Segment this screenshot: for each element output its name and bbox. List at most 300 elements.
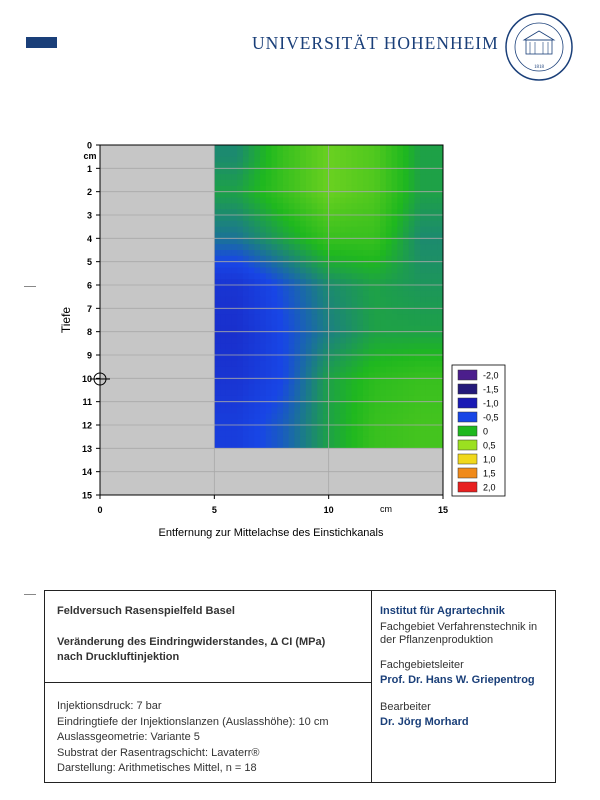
heatmap-cell: [237, 268, 243, 274]
heatmap-cell: [397, 425, 403, 431]
heatmap-cell: [432, 244, 438, 250]
heatmap-cell: [289, 192, 295, 198]
heatmap-cell: [363, 390, 369, 396]
heatmap-cell: [397, 198, 403, 204]
heatmap-cell: [397, 367, 403, 373]
heatmap-cell: [272, 320, 278, 326]
heatmap-cell: [380, 308, 386, 314]
heatmap-cell: [432, 174, 438, 180]
heatmap-cell: [254, 378, 260, 384]
heatmap-cell: [277, 262, 283, 268]
heatmap-cell: [329, 355, 335, 361]
heatmap-cell: [277, 151, 283, 157]
heatmap-cell: [414, 273, 420, 279]
heatmap-cell: [380, 408, 386, 414]
heatmap-cell: [260, 338, 266, 344]
heatmap-cell: [357, 361, 363, 367]
heatmap-cell: [226, 180, 232, 186]
heatmap-cell: [357, 174, 363, 180]
heatmap-cell: [369, 174, 375, 180]
heatmap-cell: [403, 297, 409, 303]
heatmap-cell: [386, 320, 392, 326]
heatmap-cell: [306, 408, 312, 414]
heatmap-cell: [220, 378, 226, 384]
heatmap-cell: [306, 227, 312, 233]
heatmap-cell: [272, 308, 278, 314]
heatmap-cell: [306, 291, 312, 297]
heatmap-cell: [334, 273, 340, 279]
heatmap-cell: [346, 355, 352, 361]
heatmap-cell: [363, 308, 369, 314]
heatmap-cell: [414, 425, 420, 431]
heatmap-cell: [409, 215, 415, 221]
heatmap-cell: [294, 291, 300, 297]
heatmap-cell: [432, 180, 438, 186]
heatmap-cell: [300, 338, 306, 344]
heatmap-cell: [312, 262, 318, 268]
heatmap-cell: [243, 157, 249, 163]
heatmap-cell: [329, 221, 335, 227]
heatmap-cell: [277, 285, 283, 291]
heatmap-cell: [306, 425, 312, 431]
heatmap-cell: [272, 285, 278, 291]
heatmap-cell: [414, 203, 420, 209]
heatmap-cell: [254, 268, 260, 274]
heatmap-cell: [226, 198, 232, 204]
heatmap-cell: [334, 437, 340, 443]
heatmap-cell: [380, 198, 386, 204]
heatmap-cell: [220, 390, 226, 396]
heatmap-cell: [243, 413, 249, 419]
heatmap-cell: [254, 291, 260, 297]
heatmap-cell: [220, 338, 226, 344]
heatmap-cell: [294, 250, 300, 256]
heatmap-cell: [226, 227, 232, 233]
heatmap-cell: [374, 268, 380, 274]
heatmap-cell: [317, 192, 323, 198]
heatmap-cell: [220, 203, 226, 209]
heatmap-cell: [243, 168, 249, 174]
heatmap-cell: [397, 174, 403, 180]
heatmap-cell: [380, 221, 386, 227]
heatmap-cell: [317, 221, 323, 227]
heatmap-cell: [312, 361, 318, 367]
svg-text:1818: 1818: [534, 65, 544, 70]
heatmap-cell: [237, 320, 243, 326]
heatmap-cell: [432, 192, 438, 198]
heatmap-cell: [306, 198, 312, 204]
heatmap-cell: [243, 180, 249, 186]
heatmap-cell: [357, 215, 363, 221]
heatmap-cell: [312, 215, 318, 221]
heatmap-cell: [420, 367, 426, 373]
heatmap-cell: [403, 174, 409, 180]
heatmap-cell: [420, 338, 426, 344]
heatmap-cell: [243, 268, 249, 274]
heatmap-cell: [334, 308, 340, 314]
heatmap-cell: [289, 221, 295, 227]
heatmap-cell: [426, 413, 432, 419]
heatmap-cell: [403, 238, 409, 244]
heatmap-cell: [432, 332, 438, 338]
heatmap-cell: [426, 361, 432, 367]
heatmap-cell: [369, 413, 375, 419]
heatmap-cell: [300, 151, 306, 157]
heatmap-cell: [243, 262, 249, 268]
heatmap-cell: [432, 268, 438, 274]
heatmap-cell: [369, 250, 375, 256]
heatmap-cell: [266, 338, 272, 344]
heatmap-cell: [289, 168, 295, 174]
heatmap-cell: [392, 168, 398, 174]
heatmap-cell: [249, 343, 255, 349]
heatmap-cell: [317, 338, 323, 344]
heatmap-cell: [420, 221, 426, 227]
legend-swatch: [458, 454, 477, 464]
heatmap-cell: [237, 437, 243, 443]
heatmap-cell: [226, 238, 232, 244]
heatmap-cell: [214, 437, 220, 443]
heatmap-cell: [272, 250, 278, 256]
heatmap-cell: [357, 408, 363, 414]
y-tick-label: 13: [81, 443, 92, 454]
heatmap-cell: [357, 180, 363, 186]
heatmap-cell: [426, 291, 432, 297]
heatmap-cell: [369, 180, 375, 186]
heatmap-cell: [300, 285, 306, 291]
heatmap-cell: [317, 151, 323, 157]
heatmap-cell: [226, 338, 232, 344]
heatmap-cell: [363, 425, 369, 431]
heatmap-cell: [249, 215, 255, 221]
heatmap-cell: [289, 384, 295, 390]
heatmap-cell: [237, 338, 243, 344]
heatmap-cell: [294, 390, 300, 396]
heatmap-cell: [352, 285, 358, 291]
heatmap-cell: [254, 332, 260, 338]
heatmap-cell: [334, 314, 340, 320]
heatmap-cell: [363, 157, 369, 163]
heatmap-cell: [294, 355, 300, 361]
heatmap-cell: [317, 378, 323, 384]
heatmap-cell: [426, 378, 432, 384]
heatmap-cell: [277, 180, 283, 186]
legend-swatch: [458, 412, 477, 422]
heatmap-cell: [312, 192, 318, 198]
heatmap-cell: [214, 367, 220, 373]
heatmap-cell: [294, 320, 300, 326]
heatmap-cell: [300, 174, 306, 180]
heatmap-cell: [300, 437, 306, 443]
heatmap-cell: [220, 250, 226, 256]
heatmap-cell: [357, 355, 363, 361]
heatmap-cell: [346, 431, 352, 437]
heatmap-cell: [243, 238, 249, 244]
heatmap-cell: [386, 174, 392, 180]
heatmap-cell: [243, 314, 249, 320]
heatmap-cell: [214, 343, 220, 349]
heatmap-cell: [340, 361, 346, 367]
heatmap-cell: [329, 227, 335, 233]
heatmap-cell: [352, 355, 358, 361]
heatmap-cell: [352, 203, 358, 209]
legend-swatch: [458, 440, 477, 450]
heatmap-cell: [231, 268, 237, 274]
heatmap-cell: [403, 431, 409, 437]
heatmap-cell: [420, 355, 426, 361]
heatmap-cell: [214, 308, 220, 314]
heatmap-cell: [312, 291, 318, 297]
heatmap-cell: [243, 250, 249, 256]
heatmap-cell: [352, 425, 358, 431]
heatmap-cell: [403, 332, 409, 338]
heatmap-cell: [220, 174, 226, 180]
heatmap-cell: [334, 215, 340, 221]
heatmap-cell: [374, 314, 380, 320]
heatmap-cell: [266, 390, 272, 396]
heatmap-cell: [312, 320, 318, 326]
y-tick-label: 11: [82, 397, 92, 408]
legend-label: -1,5: [483, 384, 499, 395]
heatmap-cell: [352, 145, 358, 151]
heatmap-cell: [231, 244, 237, 250]
heatmap-cell: [329, 268, 335, 274]
heatmap-cell: [403, 408, 409, 414]
heatmap-cell: [346, 291, 352, 297]
heatmap-cell: [283, 192, 289, 198]
heatmap-cell: [214, 390, 220, 396]
heatmap-cell: [432, 413, 438, 419]
heatmap-cell: [306, 262, 312, 268]
heatmap-cell: [283, 408, 289, 414]
heatmap-cell: [249, 262, 255, 268]
heatmap-cell: [306, 308, 312, 314]
heatmap-cell: [249, 238, 255, 244]
heatmap-cell: [214, 320, 220, 326]
heatmap-cell: [266, 244, 272, 250]
heatmap-cell: [289, 157, 295, 163]
heatmap-cell: [397, 238, 403, 244]
heatmap-cell: [272, 384, 278, 390]
heatmap-cell: [289, 244, 295, 250]
heatmap-cell: [226, 431, 232, 437]
heatmap-cell: [312, 390, 318, 396]
heatmap-cell: [243, 437, 249, 443]
heatmap-cell: [266, 215, 272, 221]
heatmap-cell: [369, 215, 375, 221]
heatmap-cell: [231, 145, 237, 151]
heatmap-cell: [226, 151, 232, 157]
y-tick-label: 12: [81, 420, 92, 431]
heatmap-cell: [254, 238, 260, 244]
heatmap-cell: [237, 180, 243, 186]
heatmap-cell: [346, 425, 352, 431]
heatmap-cell: [283, 227, 289, 233]
heatmap-cell: [226, 291, 232, 297]
heatmap-cell: [272, 174, 278, 180]
heatmap-cell: [231, 408, 237, 414]
heatmap-cell: [329, 238, 335, 244]
heatmap-cell: [380, 285, 386, 291]
heatmap-cell: [249, 437, 255, 443]
y-axis-ticks: [82, 141, 100, 501]
heatmap-cell: [374, 250, 380, 256]
heatmap-cell: [266, 168, 272, 174]
heatmap-cell: [363, 238, 369, 244]
heatmap-cell: [289, 180, 295, 186]
heatmap-cell: [357, 378, 363, 384]
heatmap-cell: [397, 402, 403, 408]
x-unit-label: cm: [380, 504, 392, 514]
heatmap-cell: [403, 227, 409, 233]
heatmap-cell: [386, 227, 392, 233]
heatmap-cell: [254, 314, 260, 320]
heatmap-cell: [214, 402, 220, 408]
heatmap-cell: [357, 367, 363, 373]
heatmap-cell: [380, 338, 386, 344]
heatmap-cell: [346, 238, 352, 244]
heatmap-cell: [363, 320, 369, 326]
heatmap-cell: [272, 437, 278, 443]
heatmap-cell: [432, 378, 438, 384]
parameter-list: [57, 699, 328, 777]
heatmap-cell: [289, 273, 295, 279]
margin-mark: [24, 594, 36, 595]
heatmap-cell: [432, 285, 438, 291]
heatmap-cell: [237, 367, 243, 373]
heatmap-cell: [397, 408, 403, 414]
heatmap-cell: [317, 168, 323, 174]
heatmap-cell: [392, 431, 398, 437]
heatmap-cell: [397, 378, 403, 384]
heatmap-cell: [254, 221, 260, 227]
heatmap-cell: [243, 227, 249, 233]
heatmap-cell: [260, 291, 266, 297]
heatmap-cell: [409, 437, 415, 443]
heatmap-cell: [237, 431, 243, 437]
heatmap-cell: [226, 361, 232, 367]
heatmap-cell: [283, 180, 289, 186]
heatmap-cell: [374, 285, 380, 291]
heatmap-cell: [409, 198, 415, 204]
heatmap-cell: [397, 268, 403, 274]
heatmap-cell: [380, 192, 386, 198]
heatmap-cell: [426, 308, 432, 314]
heatmap-cell: [380, 431, 386, 437]
head-label: Fachgebietsleiter: [380, 659, 464, 671]
heatmap-cell: [397, 151, 403, 157]
heatmap-cell: [249, 314, 255, 320]
heatmap-cell: [306, 355, 312, 361]
heatmap-cell: [397, 291, 403, 297]
heatmap-cell: [386, 198, 392, 204]
heatmap-cell: [306, 314, 312, 320]
heatmap-cell: [272, 378, 278, 384]
heatmap-cell: [426, 203, 432, 209]
heatmap-cell: [392, 437, 398, 443]
heatmap-cell: [340, 151, 346, 157]
heatmap-cell: [420, 425, 426, 431]
heatmap-cell: [380, 227, 386, 233]
heatmap-cell: [277, 244, 283, 250]
heatmap-cell: [214, 180, 220, 186]
heatmap-cell: [231, 168, 237, 174]
heatmap-cell: [346, 413, 352, 419]
heatmap-cell: [272, 215, 278, 221]
heatmap-cell: [414, 308, 420, 314]
heatmap-cell: [409, 273, 415, 279]
heatmap-cell: [237, 384, 243, 390]
heatmap-cell: [386, 151, 392, 157]
heatmap-cell: [409, 180, 415, 186]
heatmap-cell: [403, 151, 409, 157]
heatmap-cell: [283, 198, 289, 204]
heatmap-cell: [374, 343, 380, 349]
heatmap-cell: [432, 355, 438, 361]
heatmap-cell: [277, 203, 283, 209]
project-title: Feldversuch Rasenspielfeld Basel: [57, 605, 235, 617]
heatmap-cell: [294, 192, 300, 198]
heatmap-cell: [289, 145, 295, 151]
heatmap-cell: [231, 174, 237, 180]
heatmap-cell: [300, 367, 306, 373]
heatmap-cell: [266, 291, 272, 297]
heatmap-cell: [357, 151, 363, 157]
heatmap-cell: [340, 250, 346, 256]
heatmap-cell: [243, 244, 249, 250]
heatmap-cell: [426, 332, 432, 338]
heatmap-cell: [363, 361, 369, 367]
heatmap-cell: [426, 431, 432, 437]
heatmap-cell: [317, 361, 323, 367]
heatmap-cell: [277, 355, 283, 361]
heatmap-cell: [426, 384, 432, 390]
heatmap-cell: [294, 227, 300, 233]
heatmap-cell: [243, 367, 249, 373]
heatmap-cell: [249, 192, 255, 198]
experiment-panel: [45, 591, 372, 782]
heatmap-cell: [346, 268, 352, 274]
heatmap-cell: [312, 250, 318, 256]
heatmap-cell: [300, 320, 306, 326]
y-axis-title: Tiefe: [59, 306, 73, 334]
heatmap-cell: [260, 250, 266, 256]
heatmap-cell: [231, 425, 237, 431]
heatmap-cell: [329, 308, 335, 314]
heatmap-cell: [369, 244, 375, 250]
heatmap-cell: [266, 297, 272, 303]
heatmap-cell: [414, 221, 420, 227]
heatmap-cell: [266, 355, 272, 361]
heatmap-cell: [277, 215, 283, 221]
heatmap-cell: [340, 378, 346, 384]
heatmap-cell: [352, 437, 358, 443]
heatmap-cell: [243, 273, 249, 279]
heatmap-cell: [214, 238, 220, 244]
heatmap-cell: [306, 361, 312, 367]
heatmap-cell: [260, 262, 266, 268]
heatmap-cell: [392, 151, 398, 157]
heatmap-cell: [317, 297, 323, 303]
heatmap-cell: [363, 402, 369, 408]
heatmap-cell: [346, 308, 352, 314]
heatmap-cell: [220, 425, 226, 431]
heatmap-cell: [272, 338, 278, 344]
legend-label: -0,5: [483, 412, 499, 423]
heatmap-cell: [397, 384, 403, 390]
heatmap-cell: [249, 221, 255, 227]
heatmap-cell: [317, 431, 323, 437]
